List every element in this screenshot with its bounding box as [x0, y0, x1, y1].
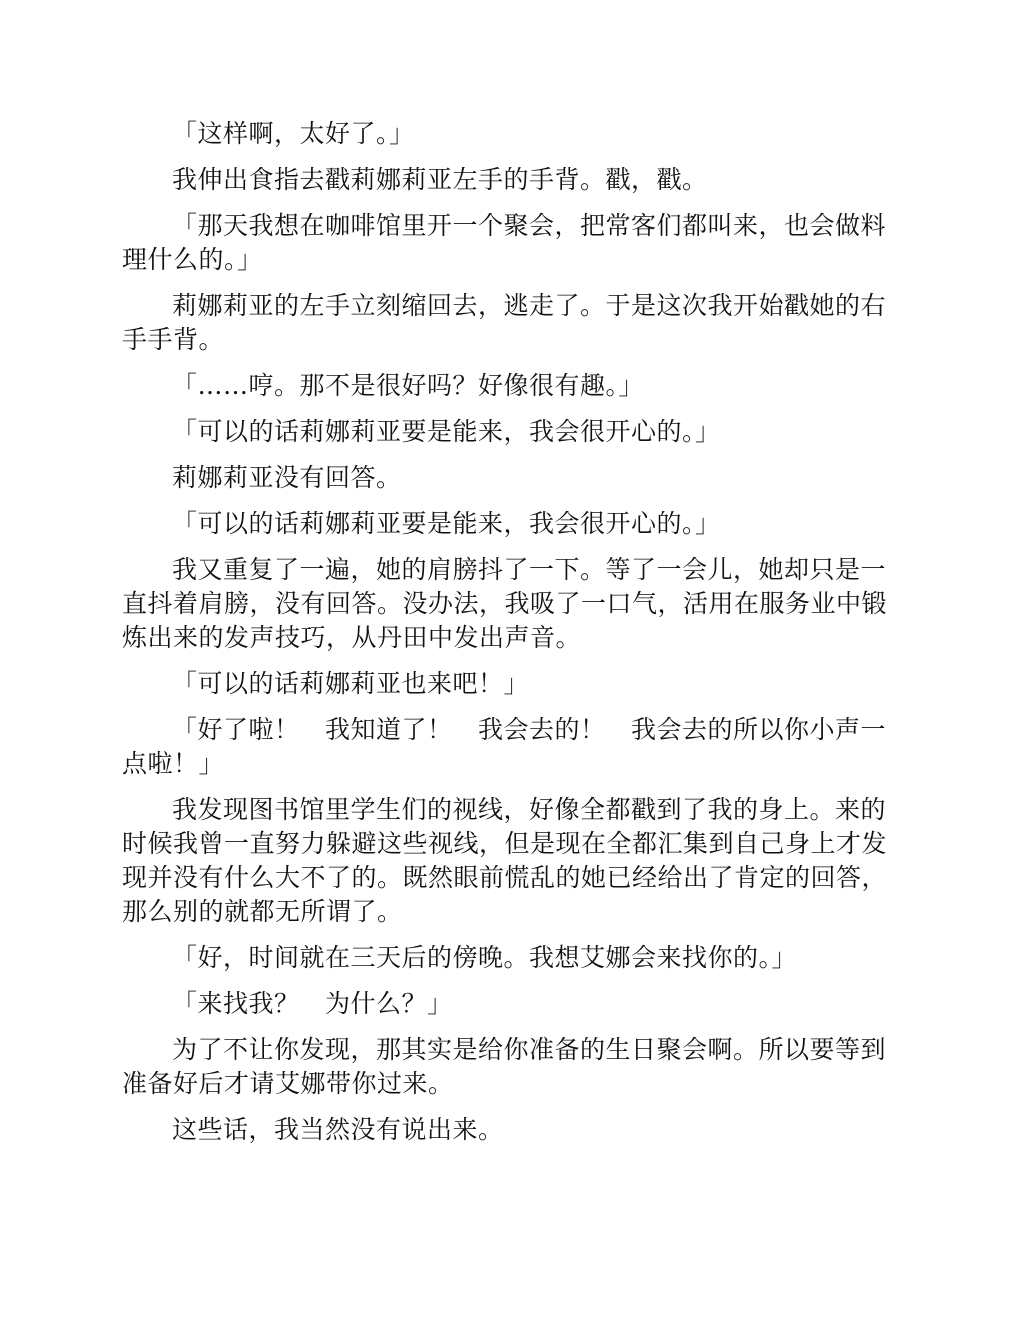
paragraph: 莉娜莉亚的左手立刻缩回去，逃走了。于是这次我开始戳她的右手手背。	[122, 291, 887, 354]
paragraph: 「可以的话莉娜莉亚也来吧！」	[172, 669, 530, 698]
paragraph: 「可以的话莉娜莉亚要是能来，我会很开心的。」	[172, 509, 721, 538]
paragraph: 莉娜莉亚没有回答。	[172, 463, 402, 492]
paragraph: 我发现图书馆里学生们的视线，好像全都戳到了我的身上。来的时候我曾一直努力躲避这些视线，但是现在全都汇集到自己身上才发现并没有什么大不了的。既然眼前慌乱的她已经给出了肯定的回答，那么别的就都无所谓了。	[122, 795, 888, 926]
paragraph: 「可以的话莉娜莉亚要是能来，我会很开心的。」	[172, 417, 721, 446]
paragraph: 我伸出食指去戳莉娜莉亚左手的手背。戳，戳。	[172, 165, 708, 194]
paragraph: 这些话，我当然没有说出来。	[172, 1115, 504, 1144]
paragraph: 「来找我？ 为什么？」	[172, 989, 453, 1018]
document-body	[122, 117, 904, 1159]
paragraph: 「好了啦！ 我知道了！ 我会去的！ 我会去的所以你小声一点啦！」	[122, 715, 887, 778]
paragraph: 为了不让你发现，那其实是给你准备的生日聚会啊。所以要等到准备好后才请艾娜带你过来。	[122, 1035, 887, 1098]
paragraph: 「这样啊，太好了。」	[172, 119, 415, 148]
paragraph: 「那天我想在咖啡馆里开一个聚会，把常客们都叫来，也会做料理什么的。」	[122, 211, 887, 274]
paragraph: 我又重复了一遍，她的肩膀抖了一下。等了一会儿，她却只是一直抖着肩膀，没有回答。没办法，我吸了一口气，活用在服务业中锻炼出来的发声技巧，从丹田中发出声音。	[122, 555, 888, 652]
paragraph: 「好，时间就在三天后的傍晚。我想艾娜会来找你的。」	[172, 943, 798, 972]
paragraph: 「……哼。那不是很好吗？好像很有趣。」	[172, 371, 645, 400]
